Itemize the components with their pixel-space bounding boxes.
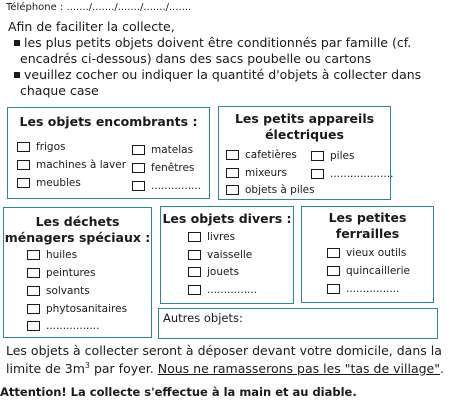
- checkbox[interactable]: [132, 163, 145, 173]
- checkbox-item[interactable]: vaisselle: [188, 248, 252, 261]
- checkbox[interactable]: [27, 304, 40, 314]
- checkbox[interactable]: [226, 168, 239, 178]
- intro-bullet-2: veuillez cocher ou indiquer la quantité d'objets à collecter dans chaque case: [8, 67, 448, 99]
- checkbox[interactable]: [311, 169, 324, 179]
- intro-text: [8, 19, 448, 99]
- box-autres-objets[interactable]: [158, 308, 438, 339]
- checkbox[interactable]: [132, 145, 145, 155]
- underlined-warning: Nous ne ramasserons pas les "tas de village": [157, 361, 440, 377]
- checkbox-item[interactable]: mixeurs: [226, 166, 287, 179]
- box-title: Les objets divers :: [162, 211, 292, 226]
- checkbox-item[interactable]: ................: [327, 282, 399, 295]
- superscript: 3: [84, 361, 90, 370]
- checkbox-item[interactable]: livres: [188, 230, 235, 243]
- footer-note: Les objets à collecter seront à déposer devant votre domicile, dans la limite de $3m^3$ par foyer. Nous ne ramasserons pas les "tas de village".: [6, 343, 444, 377]
- checkbox-item[interactable]: piles: [311, 149, 354, 162]
- checkbox-item[interactable]: phytosanitaires: [27, 302, 127, 315]
- checkbox[interactable]: [327, 266, 340, 276]
- intro-bullet-1: les plus petits objets doivent être conditionnés par famille (cf. encadrés ci-dessous) dans des sacs poubelle ou cartons: [8, 35, 448, 67]
- intro-line: Afin de faciliter la collecte,: [8, 19, 175, 34]
- bullet-square-icon: [14, 72, 20, 78]
- checkbox-item[interactable]: solvants: [27, 284, 90, 297]
- checkbox[interactable]: [188, 267, 201, 277]
- box-menagers: [3, 207, 152, 338]
- checkbox[interactable]: [327, 284, 340, 294]
- telephone-field[interactable]: Téléphone : ......./......./......./......./.......: [6, 2, 192, 13]
- checkbox-item[interactable]: quincaillerie: [327, 264, 410, 277]
- checkbox[interactable]: [226, 150, 239, 160]
- checkbox-item[interactable]: matelas: [132, 143, 193, 156]
- autres-objets-label: Autres objets:: [163, 311, 243, 325]
- attention-note: Attention! La collecte s'effectue à la main et au diable.: [0, 385, 357, 399]
- checkbox-item[interactable]: meubles: [17, 176, 81, 189]
- checkbox[interactable]: [27, 268, 40, 278]
- box-title: Les déchets ménagers spéciaux :: [4, 214, 151, 245]
- checkbox[interactable]: [188, 250, 201, 260]
- checkbox-item[interactable]: objets à piles: [226, 183, 315, 196]
- checkbox-item[interactable]: jouets: [188, 265, 239, 278]
- checkbox-item[interactable]: machines à laver: [17, 158, 126, 171]
- checkbox[interactable]: [226, 185, 239, 195]
- checkbox[interactable]: [17, 178, 30, 188]
- checkbox-item[interactable]: huiles: [27, 248, 77, 261]
- checkbox[interactable]: [17, 142, 30, 152]
- checkbox[interactable]: [17, 160, 30, 170]
- box-title: Les petites ferrailles: [328, 210, 407, 241]
- checkbox-item[interactable]: peintures: [27, 266, 96, 279]
- checkbox[interactable]: [327, 248, 340, 258]
- box-ferrailles: [301, 206, 434, 303]
- checkbox[interactable]: [27, 250, 40, 260]
- box-electriques: [218, 106, 394, 200]
- checkbox-item[interactable]: ...................: [311, 167, 393, 180]
- box-title: Les objets encombrants :: [19, 114, 198, 129]
- checkbox-item[interactable]: fenêtres: [132, 161, 194, 174]
- checkbox-item[interactable]: frigos: [17, 140, 66, 153]
- checkbox-item[interactable]: vieux outils: [327, 246, 406, 259]
- checkbox[interactable]: [27, 286, 40, 296]
- checkbox-item[interactable]: ...............: [132, 179, 201, 192]
- checkbox-item[interactable]: cafetières: [226, 148, 297, 161]
- checkbox[interactable]: [311, 151, 324, 161]
- box-encombrants: [7, 107, 210, 199]
- checkbox[interactable]: [188, 232, 201, 242]
- checkbox-item[interactable]: ...............: [188, 283, 257, 296]
- box-divers: [160, 206, 294, 304]
- checkbox-item[interactable]: ................: [27, 319, 99, 332]
- checkbox[interactable]: [132, 181, 145, 191]
- bullet-square-icon: [14, 40, 20, 46]
- checkbox[interactable]: [27, 321, 40, 331]
- box-title: Les petits appareils électriques: [234, 111, 375, 142]
- checkbox[interactable]: [188, 285, 201, 295]
